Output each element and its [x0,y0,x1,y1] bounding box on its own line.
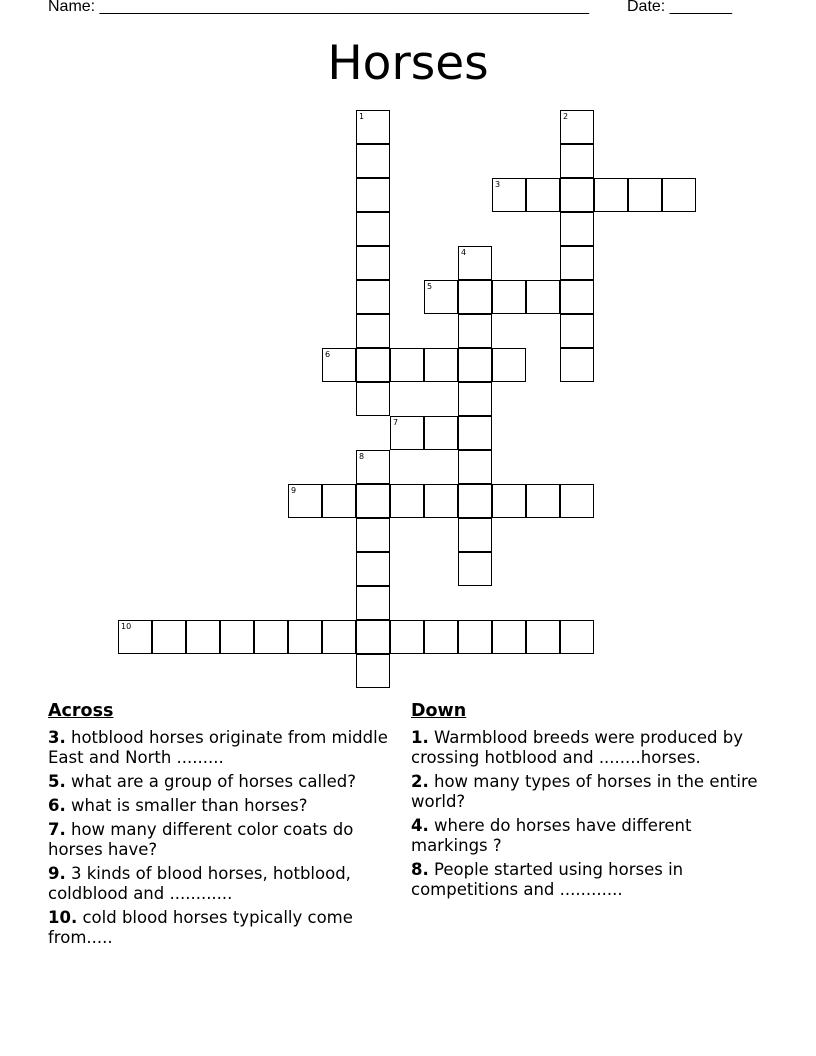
grid-cell[interactable] [390,620,424,654]
grid-cell[interactable] [594,178,628,212]
grid-cell[interactable] [492,620,526,654]
grid-cell[interactable] [356,212,390,246]
grid-cell[interactable] [424,484,458,518]
grid-cell[interactable] [356,484,390,518]
grid-cell[interactable] [356,280,390,314]
down-clues [411,700,761,904]
grid-cell[interactable] [288,620,322,654]
clue-item-number: 2. [411,772,429,791]
grid-cell[interactable] [322,348,356,382]
name-field: Name: _______________________________________________________ [48,0,589,15]
across-clues [48,700,398,952]
clue-item-text: 3 kinds of blood horses, hotblood, coldblood and ............ [48,864,351,903]
clue-item [411,816,761,856]
clue-item-text: how many different color coats do horses have? [48,820,354,859]
grid-cell[interactable] [560,620,594,654]
grid-cell[interactable] [356,178,390,212]
grid-cell[interactable] [560,280,594,314]
grid-cell[interactable] [356,382,390,416]
grid-cell[interactable] [458,552,492,586]
grid-cell[interactable] [458,246,492,280]
date-field: Date: _______ [627,0,732,15]
grid-cell[interactable] [458,314,492,348]
clue-number: 10 [121,622,132,631]
clue-item-text: what are a group of horses called? [65,772,357,791]
clue-number: 6 [325,350,331,359]
grid-cell[interactable] [322,620,356,654]
clue-item-text: hotblood horses originate from middle East and North ......... [48,728,388,767]
grid-cell[interactable] [560,178,594,212]
grid-cell[interactable] [254,620,288,654]
grid-cell[interactable] [390,348,424,382]
grid-cell[interactable] [492,280,526,314]
clue-number: 3 [495,180,501,189]
clue-item [48,864,398,904]
clue-item-text: what is smaller than horses? [65,796,308,815]
clue-number: 5 [427,282,433,291]
grid-cell[interactable] [458,620,492,654]
clue-item [411,860,761,900]
grid-cell[interactable] [356,348,390,382]
clue-item-number: 3. [48,728,66,747]
grid-cell[interactable] [424,348,458,382]
grid-cell[interactable] [560,110,594,144]
clue-item [48,796,398,816]
grid-cell[interactable] [560,212,594,246]
clue-number: 4 [461,248,467,257]
grid-cell[interactable] [186,620,220,654]
clue-item-number: 6. [48,796,66,815]
grid-cell[interactable] [492,178,526,212]
grid-cell[interactable] [560,314,594,348]
grid-cell[interactable] [662,178,696,212]
clue-item-text: cold blood horses typically come from..... [48,908,353,947]
grid-cell[interactable] [356,450,390,484]
grid-cell[interactable] [152,620,186,654]
grid-cell[interactable] [288,484,322,518]
clue-item-text: People started using horses in competitions and ............ [411,860,684,899]
grid-cell[interactable] [356,552,390,586]
clue-item [48,908,398,948]
grid-cell[interactable] [560,144,594,178]
clue-item [48,820,398,860]
grid-cell[interactable] [356,110,390,144]
grid-cell[interactable] [390,416,424,450]
grid-cell[interactable] [458,416,492,450]
grid-cell[interactable] [526,620,560,654]
grid-cell[interactable] [458,382,492,416]
grid-cell[interactable] [526,280,560,314]
grid-cell[interactable] [424,620,458,654]
clue-item-text: how many types of horses in the entire world? [411,772,758,811]
grid-cell[interactable] [458,450,492,484]
grid-cell[interactable] [458,280,492,314]
clue-item-number: 4. [411,816,429,835]
grid-cell[interactable] [356,620,390,654]
grid-cell[interactable] [458,484,492,518]
grid-cell[interactable] [390,484,424,518]
clue-item-number: 8. [411,860,429,879]
clue-item-number: 1. [411,728,429,747]
grid-cell[interactable] [492,484,526,518]
grid-cell[interactable] [526,178,560,212]
clue-number: 2 [563,112,569,121]
grid-cell[interactable] [356,314,390,348]
grid-cell[interactable] [356,654,390,688]
clue-item-number: 10. [48,908,78,927]
clue-item [411,728,761,768]
grid-cell[interactable] [356,246,390,280]
grid-cell[interactable] [628,178,662,212]
grid-cell[interactable] [356,518,390,552]
grid-cell[interactable] [356,144,390,178]
clue-item [48,728,398,768]
clue-item [48,772,398,792]
clue-item-number: 5. [48,772,66,791]
grid-cell[interactable] [458,518,492,552]
clue-number: 8 [359,452,365,461]
grid-cell[interactable] [560,348,594,382]
grid-cell[interactable] [526,484,560,518]
page-title: Horses [327,36,489,91]
clue-item-text: Warmblood breeds were produced by crossing hotblood and ........horses. [411,728,743,767]
down-heading: Down [411,701,467,721]
clue-number: 7 [393,418,399,427]
grid-cell[interactable] [492,348,526,382]
grid-cell[interactable] [424,280,458,314]
grid-cell[interactable] [560,484,594,518]
clue-number: 9 [291,486,297,495]
grid-cell[interactable] [560,246,594,280]
grid-cell[interactable] [322,484,356,518]
grid-cell[interactable] [356,586,390,620]
grid-cell[interactable] [118,620,152,654]
across-heading: Across [48,701,114,721]
clue-item-number: 9. [48,864,66,883]
clue-item-text: where do horses have different markings ? [411,816,692,855]
clue-item-number: 7. [48,820,66,839]
clue-item [411,772,761,812]
clue-number: 1 [359,112,365,121]
grid-cell[interactable] [458,348,492,382]
grid-cell[interactable] [424,416,458,450]
grid-cell[interactable] [220,620,254,654]
